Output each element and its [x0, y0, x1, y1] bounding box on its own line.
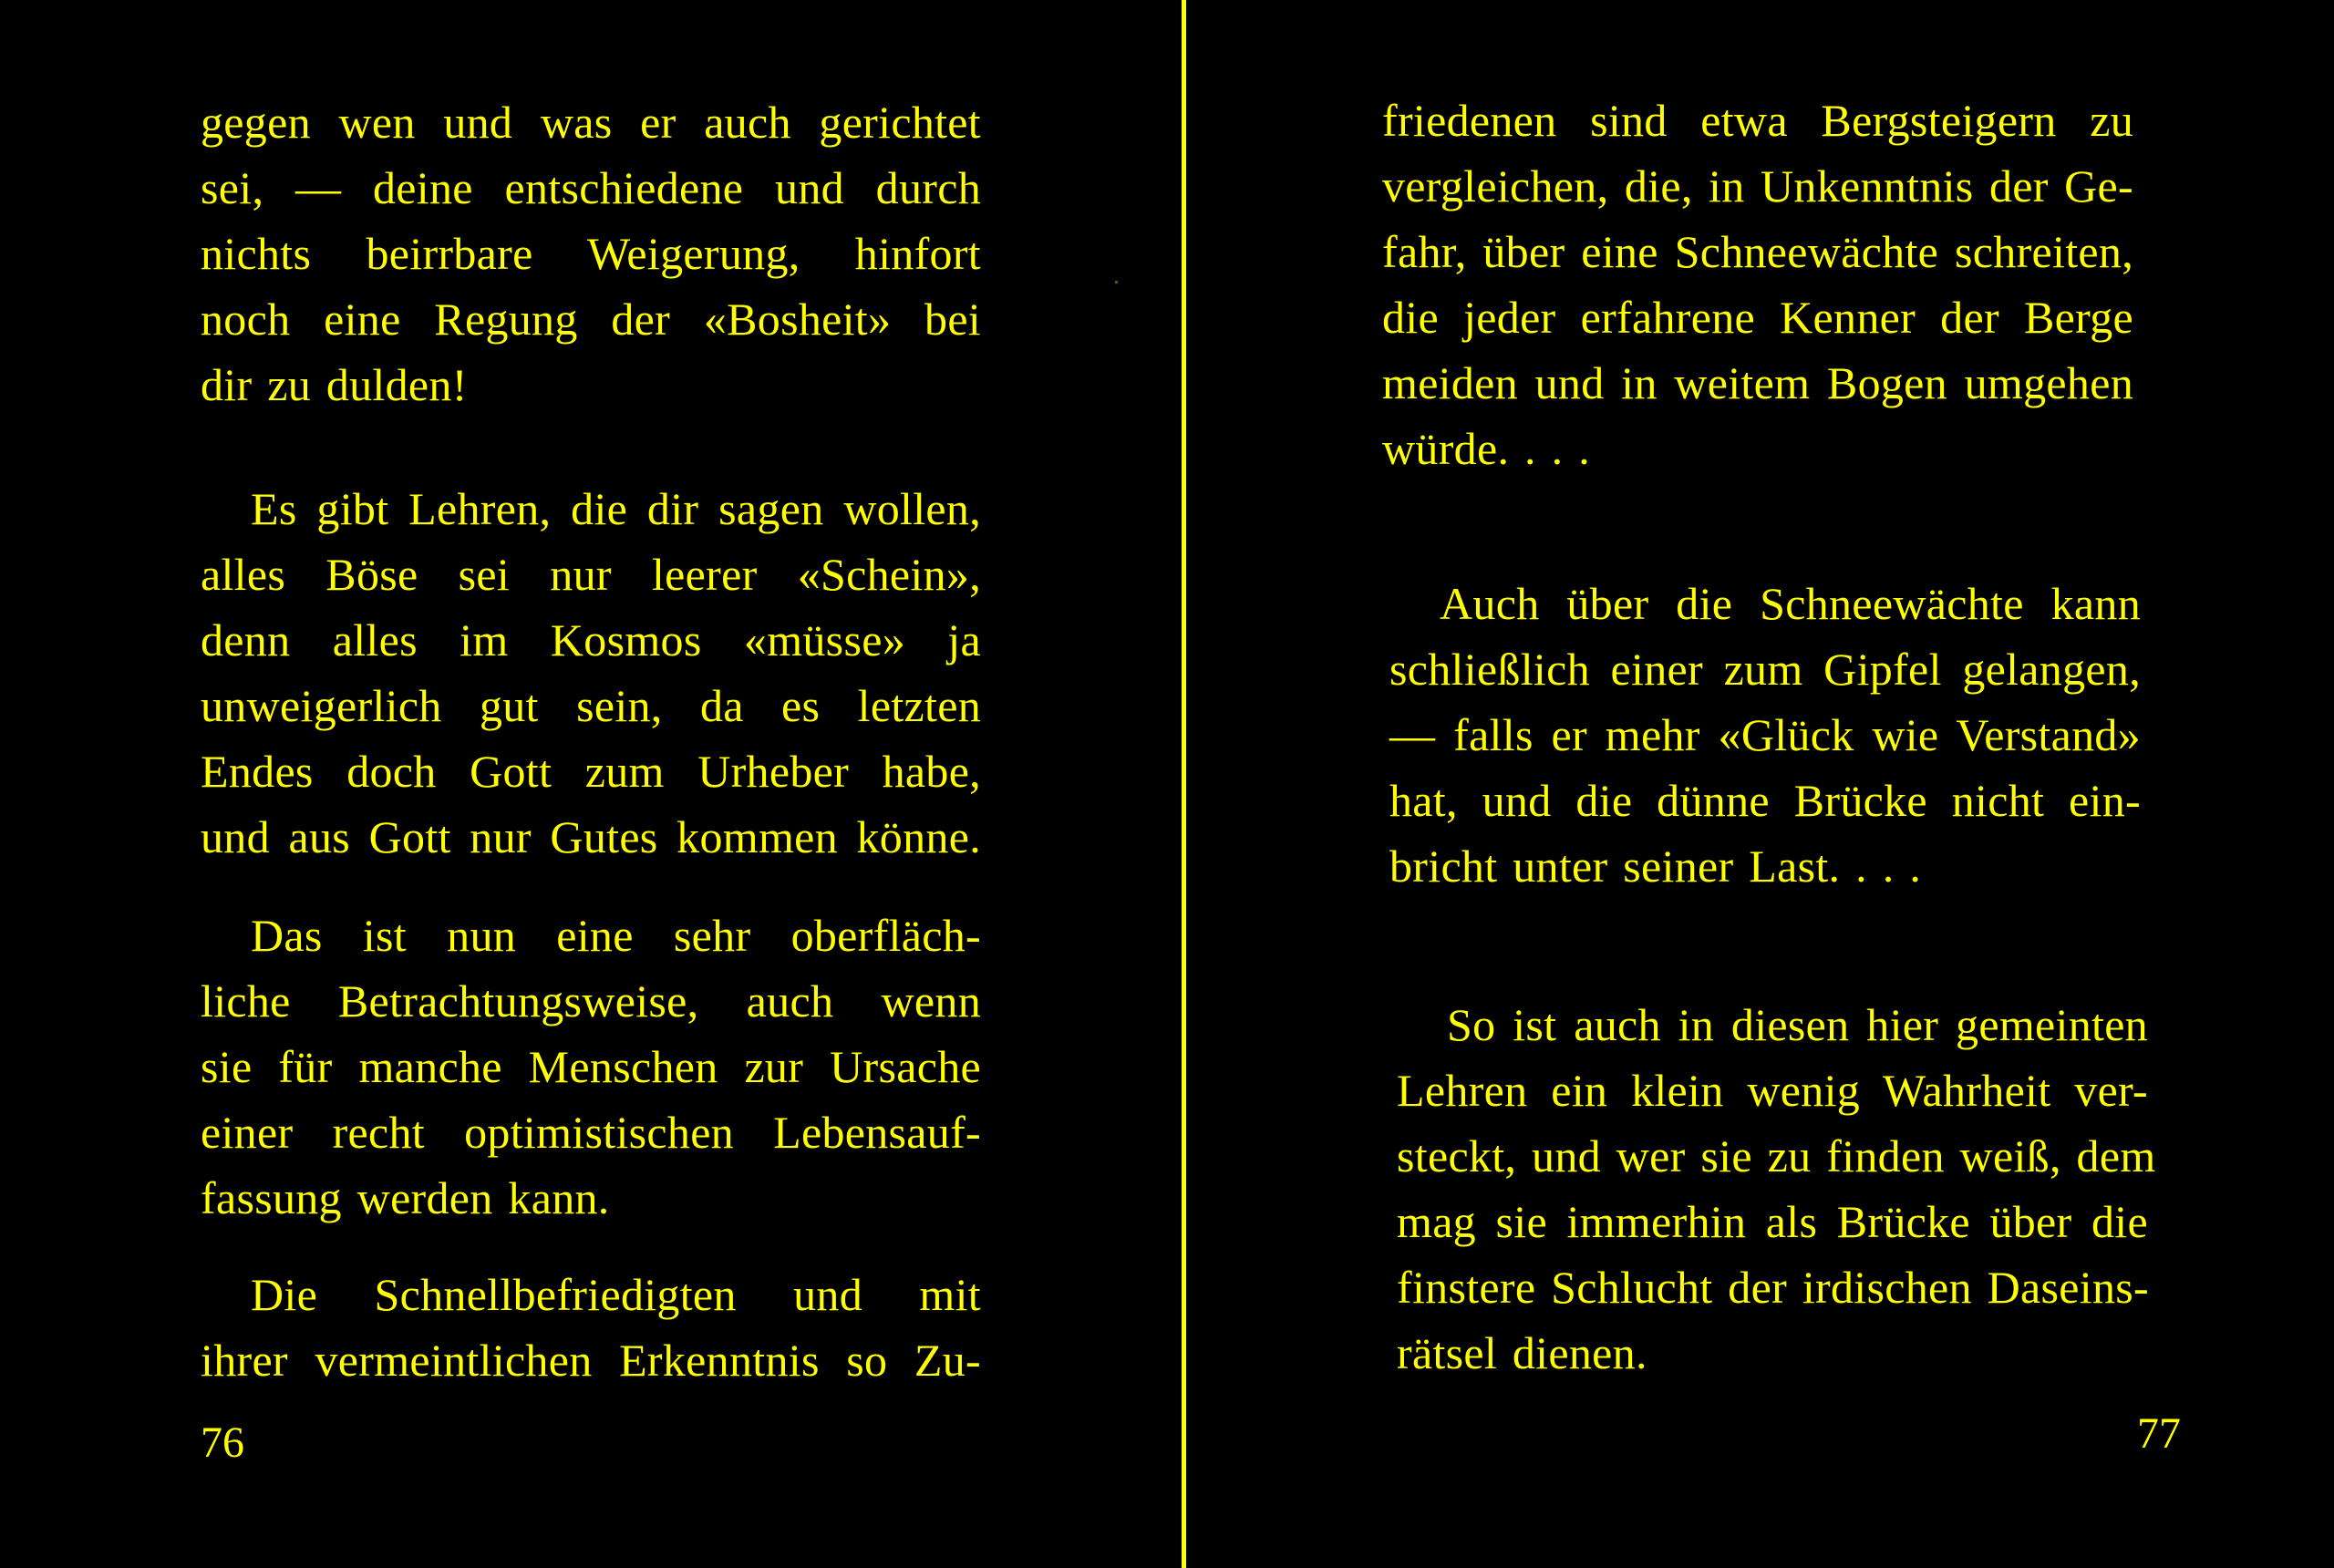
text-line: noch eine Regung der «Bosheit» bei [201, 294, 981, 345]
text-line: mag sie immerhin als Brücke über die [1397, 1196, 2148, 1247]
text-line: Endes doch Gott zum Urheber habe, [201, 746, 981, 797]
paragraph [1397, 992, 2156, 1386]
text-line: hat, und die dünne Brücke nicht ein- [1389, 775, 2141, 826]
right-page [1194, 0, 2334, 1568]
text-line: Auch über die Schneewächte kann [1440, 578, 2141, 629]
scan-speck [1115, 281, 1118, 284]
text-line: gegen wen und was er auch gerichtet [201, 97, 981, 148]
text-line: dir zu dulden! [201, 359, 468, 410]
text-line: ihrer vermeintlichen Erkenntnis so Zu- [201, 1335, 981, 1386]
text-line: denn alles im Kosmos «müsse» ja [201, 614, 981, 665]
text-line: steckt, und wer sie zu finden weiß, dem [1397, 1130, 2156, 1181]
text-line: Die Schnellbefriedigten und mit [251, 1269, 981, 1320]
text-line: finstere Schlucht der irdischen Daseins- [1397, 1262, 2149, 1313]
text-line: die jeder erfahrene Kenner der Berge [1382, 292, 2133, 343]
paragraph [1382, 88, 2133, 481]
text-line: fahr, über eine Schneewächte schreiten, [1382, 226, 2133, 277]
text-line: einer recht optimistischen Lebensauf- [201, 1107, 981, 1158]
text-line: meiden und in weitem Bogen umgehen [1382, 357, 2133, 408]
text-line: vergleichen, die, in Unkenntnis der Ge- [1382, 160, 2133, 211]
text-line: rätsel dienen. [1397, 1327, 1647, 1378]
paragraph [201, 903, 981, 1231]
text-line: liche Betrachtungsweise, auch wenn [201, 975, 981, 1026]
text-line: friedenen sind etwa Bergsteigern zu [1382, 95, 2133, 146]
text-line: nichts beirrbare Weigerung, hinfort [201, 228, 981, 279]
paragraph [201, 1262, 981, 1393]
text-line: Lehren ein klein wenig Wahrheit ver- [1397, 1065, 2148, 1116]
paragraph [201, 89, 981, 418]
text-line: würde. . . . [1382, 423, 1591, 474]
text-line: unweigerlich gut sein, da es letzten [201, 680, 981, 731]
text-line: und aus Gott nur Gutes kommen könne. [201, 811, 981, 862]
text-line: Es gibt Lehren, die dir sagen wollen, [251, 483, 981, 534]
text-line: schließlich einer zum Gipfel gelangen, [1389, 644, 2141, 695]
text-line: So ist auch in diesen hier gemeinten [1447, 999, 2148, 1050]
text-line: alles Böse sei nur leerer «Schein», [201, 549, 981, 600]
page-number: 77 [2137, 1409, 2181, 1458]
paragraph [201, 476, 981, 870]
text-line: Das ist nun eine sehr oberfläch- [251, 910, 981, 961]
text-line: — falls er mehr «Glück wie Verstand» [1389, 709, 2141, 760]
text-line: sie für manche Menschen zur Ursache [201, 1041, 981, 1092]
page-number: 76 [201, 1418, 244, 1467]
paragraph [1389, 571, 2141, 899]
text-line: fassung werden kann. [201, 1172, 610, 1223]
book-gutter [1182, 0, 1186, 1568]
text-line: sei, — deine entschiedene und durch [201, 162, 981, 213]
text-line: bricht unter seiner Last. . . . [1389, 841, 1922, 892]
